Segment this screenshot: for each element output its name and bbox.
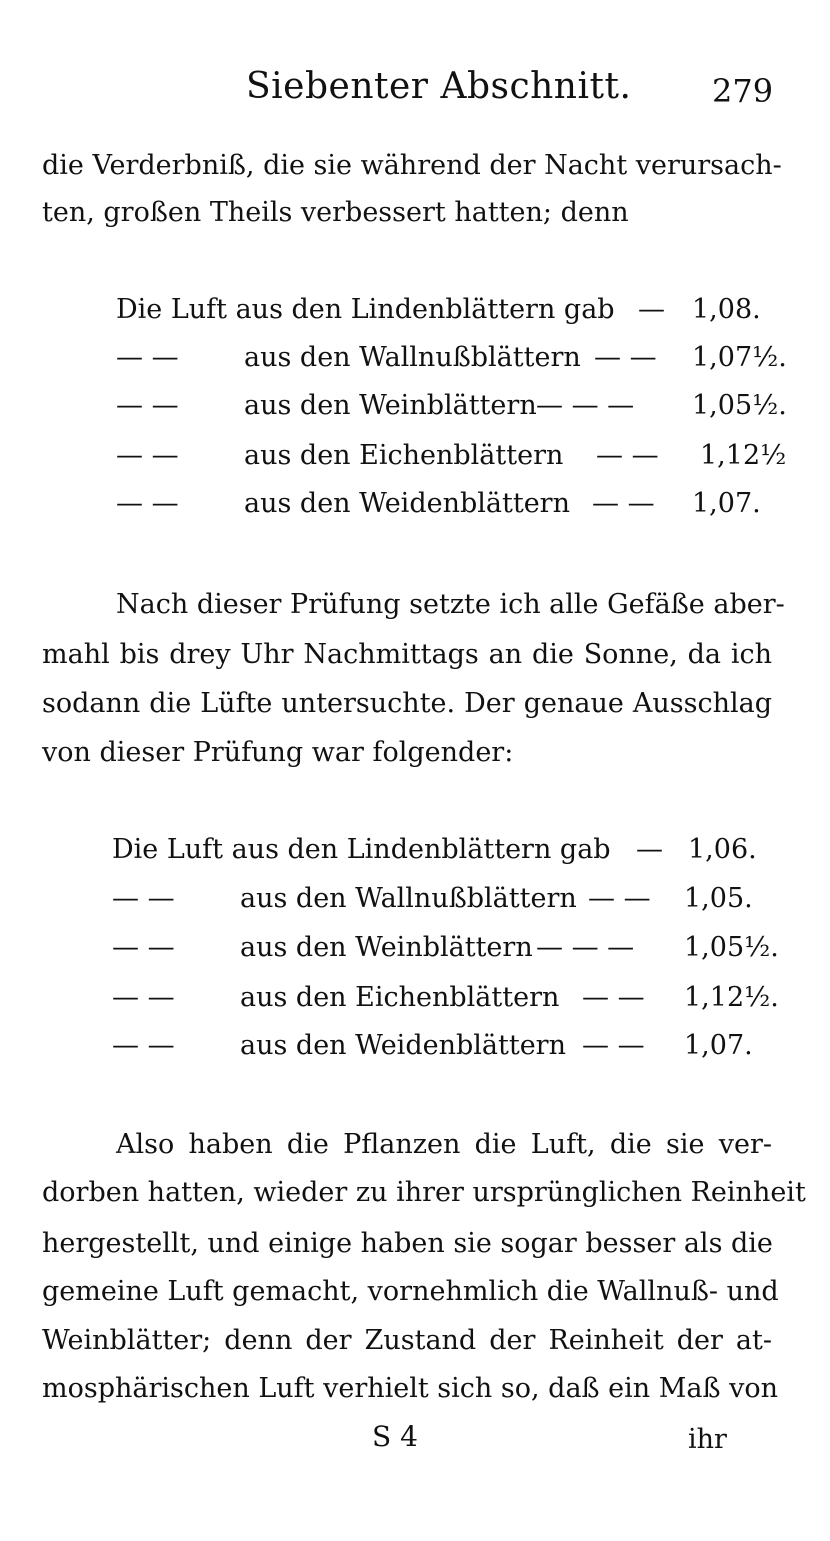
table-row-value: 1,07½. (692, 342, 787, 373)
table-row-dash: — — (596, 440, 659, 471)
table-row-label: aus den Weinblättern (240, 932, 533, 963)
table-row-dash: — — (594, 342, 657, 373)
text-line: dorben hatten, wieder zu ihrer ursprünglichen Reinheit (42, 1177, 806, 1208)
table-row-dash: — — (582, 982, 645, 1013)
table-row-label: Die Luft aus den Lindenblättern gab (112, 834, 611, 865)
running-head-title: Siebenter Abschnitt. (246, 66, 632, 107)
text-line: Nach dieser Prüfung setzte ich alle Gefäße aber- (116, 589, 785, 620)
text-line: sodann die Lüfte untersuchte. Der genaue Ausschlag (42, 688, 772, 719)
table-row-lead: — — (112, 1030, 175, 1061)
table-row-dash: — (636, 834, 663, 865)
table-row-label: aus den Weidenblättern (240, 1030, 566, 1061)
table-row-label: Die Luft aus den Lindenblättern gab (116, 294, 615, 325)
table-row-value: 1,05½. (684, 932, 779, 963)
text-line: mahl bis drey Uhr Nachmittags an die Sonne, da ich (42, 639, 772, 670)
text-line: Also haben die Pflanzen die Luft, die sie ver- (116, 1129, 772, 1160)
table-row-lead: — — (116, 488, 179, 519)
table-row-dash: — — (582, 1030, 645, 1061)
text-line: ten, großen Theils verbessert hatten; denn (42, 197, 629, 228)
page-number: 279 (712, 72, 774, 110)
table-row-lead: — — (112, 982, 175, 1013)
table-row-value: 1,08. (692, 294, 761, 325)
table-row-value: 1,07. (684, 1030, 753, 1061)
text-line: die Verderbniß, die sie während der Nacht verursach- (42, 150, 782, 181)
table-row-dash: — (638, 294, 665, 325)
text-line: mosphärischen Luft verhielt sich so, daß ein Maß von (42, 1373, 779, 1404)
table-row-lead: — — (116, 342, 179, 373)
table-row-label: aus den Wallnußblättern (244, 342, 581, 373)
table-row-dash: — — (588, 883, 651, 914)
table-row-value: 1,07. (692, 488, 761, 519)
table-row-dash: — — (592, 488, 655, 519)
table-row-dash: — — — (536, 932, 635, 963)
table-row-lead: — — (112, 883, 175, 914)
table-row-label: aus den Eichenblättern (240, 982, 560, 1013)
results-table-1 (116, 294, 787, 534)
text-line: gemeine Luft gemacht, vornehmlich die Wallnuß- und (42, 1276, 779, 1307)
table-row-label: aus den Weinblättern (244, 390, 537, 421)
table-row-label: aus den Wallnußblättern (240, 883, 577, 914)
table-row-lead: — — (116, 390, 179, 421)
table-row-value: 1,05. (684, 883, 753, 914)
signature-mark: S 4 (372, 1420, 418, 1453)
table-row-value: 1,12½. (684, 982, 779, 1013)
text-line: Weinblätter; denn der Zustand der Reinheit der at- (42, 1325, 772, 1356)
table-row-label: aus den Weidenblättern (244, 488, 570, 519)
table-row-lead: — — (112, 932, 175, 963)
table-row-value: 1,05½. (692, 390, 787, 421)
table-row-lead: — — (116, 440, 179, 471)
table-row-label: aus den Eichenblättern (244, 440, 564, 471)
table-row-value: 1,12½ (700, 440, 787, 471)
results-table-2 (112, 834, 779, 1074)
catchword: ihr (688, 1424, 727, 1455)
text-line: von dieser Prüfung war folgender: (42, 737, 514, 768)
text-line: hergestellt, und einige haben sie sogar besser als die (42, 1228, 773, 1259)
table-row-dash: — — — (536, 390, 635, 421)
table-row-value: 1,06. (688, 834, 757, 865)
